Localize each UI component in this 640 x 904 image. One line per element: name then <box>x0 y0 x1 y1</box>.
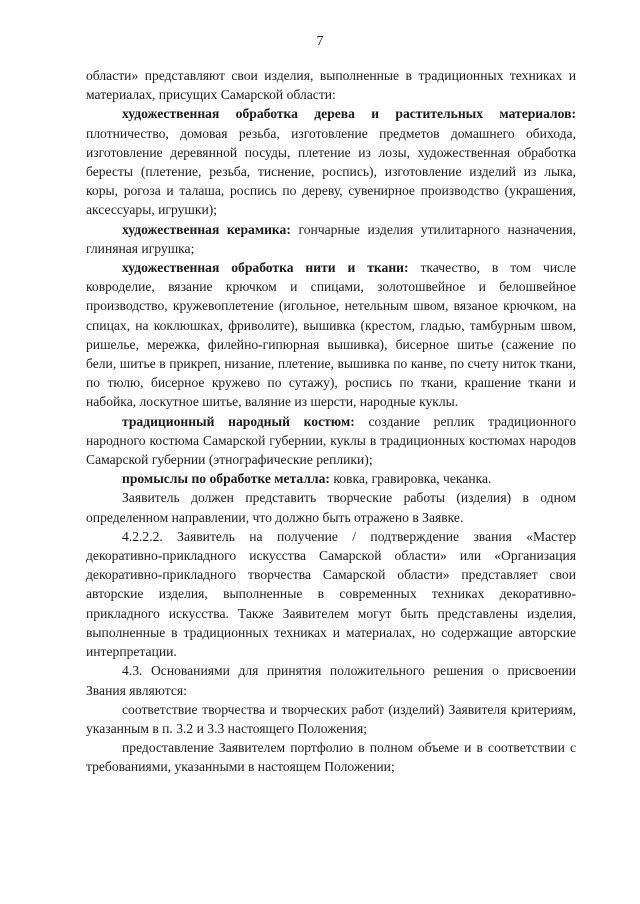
paragraph-wood <box>86 104 576 219</box>
paragraph-metal <box>86 469 576 488</box>
section-text: плотничество, домовая резьба, изготовление предметов домашнего обихода, изготовление деревянной посуды, плетение из лозы, художественная обработка бересты (плетение, резьба, тиснение, роспись), изготовление изделий из лыка, коры, рогоза и талаша, роспись по дереву, сувенирное производство (украшения, аксессуары, игрушки); <box>86 125 576 218</box>
paragraph-textile <box>86 258 576 412</box>
section-text: гончарные изделия утилитарного назначения, глиняная игрушка; <box>86 221 576 256</box>
document-body <box>86 66 576 777</box>
section-text: ковка, гравировка, чеканка. <box>329 471 492 487</box>
section-heading: художественная обработка дерева и растительных материалов: <box>122 106 576 122</box>
section-heading: художественная обработка нити и ткани: <box>122 260 409 276</box>
page-number: 7 <box>316 34 324 49</box>
list-item: соответствие творчества и творческих работ (изделий) Заявителя критериям, указанным в п. 3.2 и 3.3 настоящего Положения; <box>86 701 576 736</box>
section-text: создание реплик традиционного народного костюма Самарской губернии, куклы в традиционных костюмах народов Самарской губернии (этнографические реплики); <box>86 413 577 468</box>
list-item: предоставление Заявителем портфолио в полном объеме и в соответствии с требованиями, указанными в настоящем Положении; <box>86 740 576 775</box>
section-heading: промыслы по обработке металла: <box>122 471 330 487</box>
paragraph-costume <box>86 412 576 470</box>
paragraph-4-2-2-2: 4.2.2.2. Заявитель на получение / подтверждение звания «Мастер декоративно-прикладного искусства Самарской области» или «Организация декоративно-прикладного творчества Самарской области» представляет свои авторские изделия, выполненные в современных техниках декоративно-прикладного искусства. Также Заявителем могут быть представлены изделия, выполненные в традиционных техниках и материалах, но содержащие авторские интерпретации. <box>86 528 576 660</box>
section-text: ткачество, в том числе ковроделие, вязание крючком и спицами, золотошвейное и белошвейное производство, кружевоплетение (игольное, нетельным швом, вязаное крючком, на спицах, на коклюшках, фриволите), вышивка (крестом, гладью, тамбурным швом, ришелье, мережка, филейно-гипюрная вышивка), бисерное шитье (сажение по бели, шитье в прикреп, низание, плетение, вышивка по канве, по счету ниток ткани, по тюлю, бисерное кружево по сутажу), роспись по ткани, крашение ткани и набойка, лоскутное шитье, валяние из шерсти, народные куклы. <box>86 260 576 410</box>
section-heading: художественная керамика: <box>122 221 291 237</box>
section-heading: традиционный народный костюм: <box>122 413 355 429</box>
paragraph: области» представляют свои изделия, выполненные в традиционных техниках и материалах, присущих Самарской области: <box>86 68 576 103</box>
paragraph-4-3: 4.3. Основаниями для принятия положительного решения о присвоении Звания являются: <box>86 663 576 698</box>
paragraph-ceramics <box>86 220 576 258</box>
paragraph: Заявитель должен представить творческие работы (изделия) в одном определенном направлении, что должно быть отражено в Заявке. <box>86 490 576 525</box>
